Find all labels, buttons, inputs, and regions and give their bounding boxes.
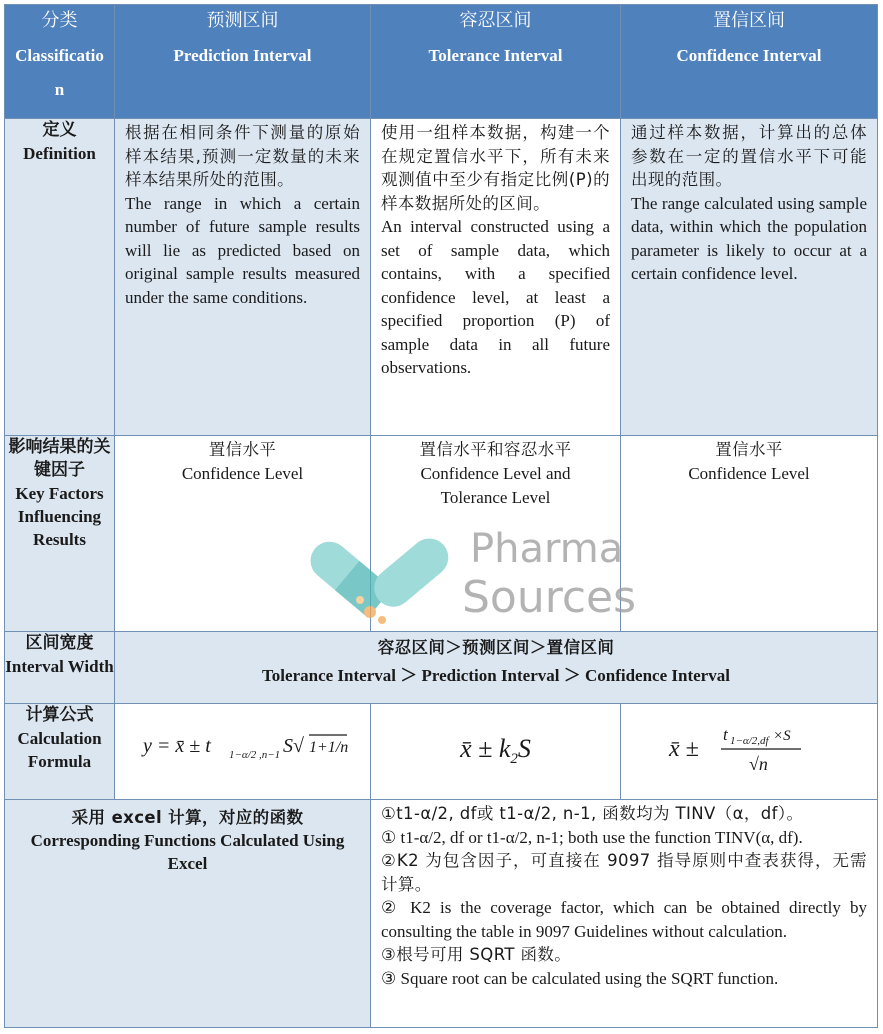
svg-text:×S: ×S <box>773 727 791 744</box>
header-prediction-interval: 预测区间 Prediction Interval <box>115 5 371 119</box>
formula-label: 计算公式 Calculation Formula <box>5 704 115 800</box>
header-tolerance-interval: 容忍区间 Tolerance Interval <box>371 5 621 119</box>
definition-label: 定义 Definition <box>5 119 115 436</box>
definition-row <box>5 119 878 436</box>
svg-text:1−α/2,df: 1−α/2,df <box>730 734 769 747</box>
svg-text:1−α/2 ,n−1: 1−α/2 ,n−1 <box>228 748 280 761</box>
formula-confidence <box>621 704 878 800</box>
header-row <box>5 5 878 119</box>
svg-text:Pharma: Pharma <box>470 526 624 572</box>
key-factors-label: 影响结果的关键因子 Key Factors Influencing Results <box>5 436 115 632</box>
confidence-formula-graphic <box>649 718 849 780</box>
definition-tolerance: 使用一组样本数据，构建一个在规定置信水平下，所有未来观测值中至少有指定比例(P)的样本数据所处的区间。 An interval constructed using a set of sample data, which contains, with a specified confidence level, at least a specified proportion (P) of sample data in all future observations. <box>371 119 621 436</box>
interval-width-label: 区间宽度 Interval Width <box>5 632 115 704</box>
prediction-formula-graphic <box>133 724 353 774</box>
svg-text:1+1/n: 1+1/n <box>308 738 348 756</box>
formula-row <box>5 704 878 800</box>
excel-label: 采用 excel 计算，对应的函数 Corresponding Functions Calculated Using Excel <box>5 800 371 1028</box>
key-factors-prediction: 置信水平 Confidence Level <box>115 436 371 632</box>
interval-width-row <box>5 632 878 704</box>
svg-text:S√: S√ <box>282 734 304 757</box>
svg-text:√n: √n <box>749 753 768 774</box>
key-factors-tolerance: 置信水平和容忍水平 Confidence Level and Tolerance Level <box>371 436 621 632</box>
svg-text:Sources: Sources <box>462 572 637 623</box>
header-confidence-interval: 置信区间 Confidence Interval <box>621 5 878 119</box>
svg-text:x̄ ±: x̄ ± <box>669 735 699 762</box>
svg-text:t: t <box>723 724 728 744</box>
definition-prediction: 根据在相同条件下测量的原始样本结果,预测一定数量的未来样本结果所处的范围。 The range in which a certain number of future sample results will lie as predicted based on original sample results measured under the same conditions. <box>115 119 371 436</box>
header-classification: 分类 Classification <box>5 5 115 119</box>
excel-functions: ①t1-α/2, df或 t1-α/2, n-1, 函数均为 TINV（α，df）。 ① t1-α/2, df or t1-α/2, n-1; both use the function TINV(α, df). ②K2 为包含因子，可直接在 9097 指导原则中查表获得，无需计算。 ② K2 is the coverage factor, which can be obtained directly by consulting the table in 9097 Guidelines without calculation. ③根号可用 SQRT 函数。 ③ Square root can be calculated using the SQRT function. <box>371 800 878 1028</box>
key-factors-row <box>5 436 878 632</box>
excel-row <box>5 800 878 1028</box>
formula-prediction <box>115 704 371 800</box>
definition-confidence: 通过样本数据，计算出的总体参数在一定的置信水平下可能出现的范围。 The range calculated using sample data, within which the population parameter is likely to occur at a certain confidence level. <box>621 119 878 436</box>
interval-width-value: 容忍区间＞预测区间＞置信区间 Tolerance Interval ＞ Prediction Interval ＞ Confidence Interval <box>115 632 878 704</box>
key-factors-confidence: 置信水平 Confidence Level <box>621 436 878 632</box>
svg-text:y = x̄ ± t: y = x̄ ± t <box>142 734 211 757</box>
formula-tolerance: x̄ ± $k_2S$ <box>371 704 621 800</box>
comparison-table <box>4 4 878 1028</box>
